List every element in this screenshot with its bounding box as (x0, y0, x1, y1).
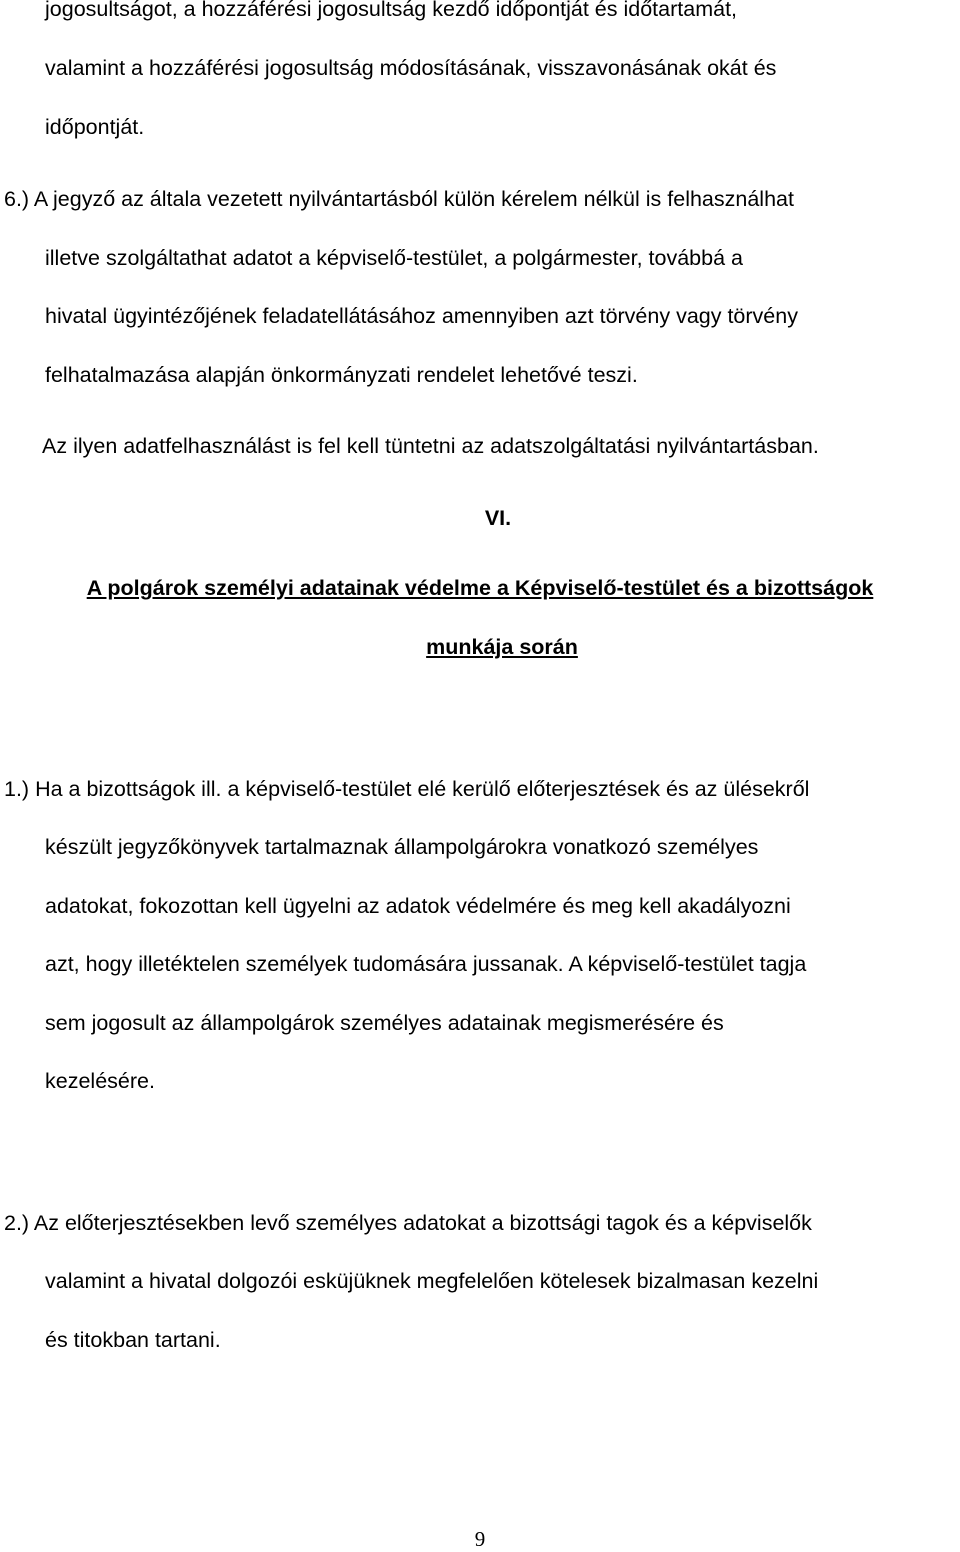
item-6-line: Az ilyen adatfelhasználást is fel kell tüntetni az adatszolgáltatási nyilvántartásban. (42, 434, 819, 458)
item-1-line: azt, hogy illetéktelen személyek tudomására jussanak. A képviselő-testület tagja (45, 952, 807, 976)
section-title (0, 575, 960, 601)
body-text-line: jogosultságot, a hozzáférési jogosultság kezdő időpontját és időtartamát, (45, 0, 738, 21)
item-2-line: valamint a hivatal dolgozói esküjüknek megfelelően kötelesek bizalmasan kezelni (45, 1269, 819, 1293)
item-1-line: készült jegyzőkönyvek tartalmaznak állampolgárokra vonatkozó személyes (45, 835, 759, 859)
item-6-line: 6.) A jegyző az általa vezetett nyilvántartásból külön kérelem nélkül is felhasználhat (4, 187, 794, 211)
item-2-line: és titokban tartani. (45, 1328, 221, 1352)
section-title (22, 634, 960, 660)
item-6-line: felhatalmazása alapján önkormányzati rendelet lehetővé teszi. (45, 363, 638, 387)
item-2-line: 2.) Az előterjesztésekben levő személyes adatokat a bizottsági tagok és a képviselők (4, 1211, 812, 1235)
page-number: 9 (474, 1527, 486, 1551)
item-6-line: illetve szolgáltathat adatot a képviselő-testület, a polgármester, továbbá a (45, 246, 743, 270)
item-1-line: sem jogosult az állampolgárok személyes adatainak megismerésére és (45, 1011, 724, 1035)
body-text-line: időpontját. (45, 115, 145, 139)
item-1-line: kezelésére. (45, 1069, 155, 1093)
body-text-line: valamint a hozzáférési jogosultság módosításának, visszavonásának okát és (45, 56, 777, 80)
section-title-line: A polgárok személyi adatainak védelme a Képviselő-testület és a bizottságok (86, 576, 874, 600)
item-6-line: hivatal ügyintézőjének feladatellátásához amennyiben azt törvény vagy törvény (45, 304, 798, 328)
section-title-line: munkája során (426, 635, 578, 659)
section-number: VI. (484, 506, 512, 530)
item-1-line: adatokat, fokozottan kell ügyelni az adatok védelmére és meg kell akadályozni (45, 894, 791, 918)
item-1-line: 1.) Ha a bizottságok ill. a képviselő-testület elé kerülő előterjesztések és az ülésekről (4, 777, 810, 801)
